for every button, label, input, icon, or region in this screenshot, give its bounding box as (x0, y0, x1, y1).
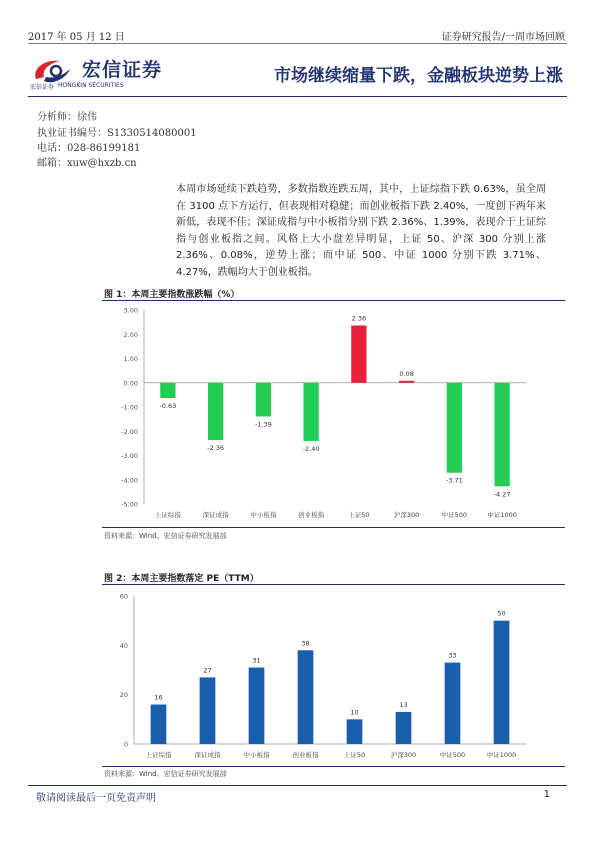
y-tick-label: -3.00 (121, 452, 138, 460)
title-divider (28, 96, 567, 97)
y-tick-label: 1.00 (123, 355, 138, 363)
category-label: 沪深300 (393, 511, 420, 519)
data-label: 38 (301, 639, 310, 648)
company-logo (30, 55, 170, 95)
y-tick-label: -1.00 (121, 403, 138, 412)
category-label: 创业板指 (298, 511, 325, 519)
report-date: 2017 年 05 月 12 日 (28, 32, 125, 43)
y-tick-label: 60 (119, 592, 128, 601)
analyst-license: 执业证书编号：S1330514080001 (37, 128, 197, 139)
category-label: 中证500 (441, 511, 468, 519)
category-label: 中证500 (439, 751, 466, 759)
category-label: 上证50 (343, 751, 366, 759)
figure2-title: 图 2：本周主要指数落定 PE（TTM） (104, 574, 259, 584)
bar (256, 383, 271, 417)
chart-index-pe (104, 586, 534, 766)
header-divider (28, 43, 567, 44)
y-tick-label: 2.00 (123, 330, 138, 339)
y-tick-label: 0 (123, 740, 128, 749)
y-tick-label: 0.00 (123, 379, 138, 388)
bar (347, 719, 363, 744)
category-label: 创业板指 (292, 751, 319, 759)
y-tick-label: 40 (119, 641, 128, 650)
bar (494, 621, 510, 744)
category-label: 上证50 (348, 511, 370, 519)
category-label: 中证1000 (486, 751, 517, 759)
bar (396, 712, 412, 744)
bar (494, 383, 509, 487)
figure2-source: 资料来源：Wind、宏信证券研究发展部 (104, 770, 227, 778)
bar (160, 383, 175, 398)
bar (151, 705, 167, 744)
figure1-bottom-divider (102, 527, 565, 528)
category-label: 上证综指 (154, 511, 181, 519)
summary-paragraph: 本周市场延续下跌趋势，多数指数连跌五周，其中，上证综指下跌 0.63%，虽全周在 3100 点下方运行，但表现相对稳健；而创业板指下跌 2.40%，一度创下两年来新低，表现不佳；深证成指与中小板指分别下跌 2.36%、1.39%，表现介于上证综指与创业板指之间。风格上大小盘差异明显，上证 50、沪深 300 分别上涨 2.36%、0.08%，逆势上涨；而中证 500、中证 1000 分别下跌 3.71%、4.27%，跌幅均大于创业板指。 (176, 184, 546, 278)
bar (208, 383, 223, 440)
footer-disclaimer: 敬请阅读最后一页免责声明 (36, 793, 156, 804)
data-label: -4.27 (493, 490, 511, 499)
bar (399, 381, 414, 383)
report-title: 市场继续缩量下跌，金融板块逆势上涨 (274, 66, 563, 86)
bar (249, 668, 265, 744)
report-type: 证券研究报告/一周市场回顾 (441, 32, 565, 43)
logo-small-cn: 宏信证券 (30, 84, 55, 91)
figure2-divider (102, 584, 565, 585)
figure1-divider (102, 300, 565, 301)
y-tick-label: 3.00 (123, 306, 138, 315)
logo-name-en: HONGKIN SECURITIES (58, 82, 124, 89)
data-label: 16 (154, 693, 163, 702)
data-label: 27 (203, 666, 212, 675)
data-label: 2.36 (351, 314, 367, 323)
figure2-bottom-divider (102, 766, 565, 767)
chart-index-change (104, 302, 534, 524)
data-label: -1.39 (254, 420, 272, 429)
page-number: 1 (543, 789, 550, 800)
y-tick-label: -2.00 (121, 427, 138, 436)
bar (200, 677, 216, 744)
category-label: 上证综指 (145, 751, 172, 759)
data-label: 13 (399, 700, 408, 709)
figure1-title: 图 1：本周主要指数涨跌幅（%） (104, 290, 240, 300)
footer-divider (28, 785, 567, 786)
bar (445, 663, 461, 744)
analyst-name: 分析师：徐伟 (37, 112, 97, 123)
analyst-email: 邮箱：xuw@hxzb.cn (37, 158, 137, 169)
data-label: 10 (350, 708, 359, 717)
data-label: -3.71 (445, 476, 463, 485)
y-tick-label: -4.00 (121, 476, 138, 485)
bar (298, 650, 314, 744)
bar (303, 383, 318, 441)
category-label: 深证成指 (194, 751, 221, 759)
logo-name-cn: 宏信证券 (82, 59, 163, 81)
y-tick-label: -5.00 (121, 500, 138, 509)
category-label: 中小板指 (243, 751, 270, 759)
data-label: -2.36 (207, 443, 225, 452)
analyst-phone: 电话：028-86199181 (37, 143, 141, 154)
data-label: 0.08 (399, 369, 414, 378)
category-label: 中小板指 (250, 511, 277, 519)
data-label: 33 (448, 651, 457, 660)
category-label: 深证成指 (202, 511, 229, 519)
data-label: -0.63 (159, 402, 177, 411)
figure1-source: 资料来源：Wind、宏信证券研究发展部 (104, 532, 227, 540)
bar (447, 383, 462, 473)
category-label: 沪深300 (390, 751, 417, 759)
data-label: 31 (252, 656, 261, 665)
y-tick-label: 20 (119, 691, 128, 700)
bar (351, 326, 366, 383)
data-label: -2.40 (302, 444, 320, 453)
category-label: 中证1000 (487, 511, 517, 519)
data-label: 50 (497, 609, 506, 618)
